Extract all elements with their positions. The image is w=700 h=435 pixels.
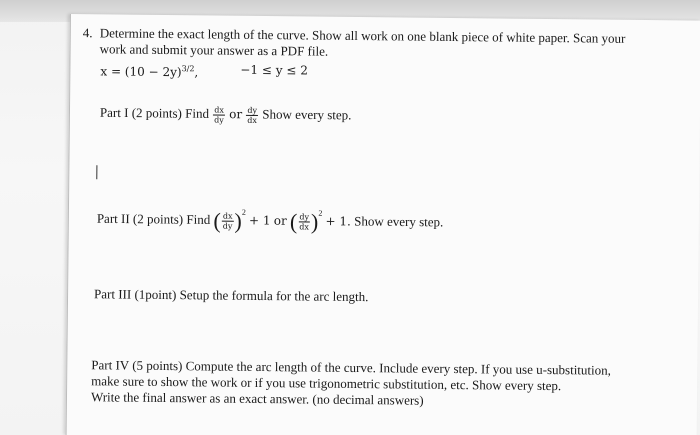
y-range: −1 ≤ y ≤ 2 [240,62,308,78]
problem-instructions-line1: Determine the exact length of the curve. Show all work on one blank piece of white paper. Scan your [99,25,626,46]
frac-denominator: dy [222,221,233,231]
or-word: or [229,107,243,122]
curve-equation [100,61,198,79]
or-word: or [273,213,287,228]
equation-exponent: 3/2 [181,64,195,74]
equation-comma: , [194,65,199,80]
worksheet-page [66,14,700,435]
problem-instructions-line2: work and submit your answer as a PDF file. [99,41,329,59]
frac-numerator: dx [214,105,225,115]
problem-number: 4. [82,25,93,41]
part-four-line2: make sure to show the work or if you use trigonometric substitution, etc. Show every step. [91,373,562,394]
plus-one: + 1 [248,213,271,228]
part-two [96,207,444,235]
part-one-tail: Show every step. [262,106,352,123]
part-one [100,104,352,126]
frac-numerator: dy [299,212,310,222]
dy-dx-fraction [246,106,258,125]
part-two-label: Part II (2 points) Find [96,210,211,227]
part-two-tail: Show every step. [354,213,444,230]
close-paren: ) [234,208,242,234]
frac-numerator: dx [222,211,233,221]
frac-denominator: dx [247,115,258,125]
part-four-line3: Write the final answer as an exact answer. (no decimal answers) [90,389,424,408]
plus-one-period: + 1. [325,214,351,229]
part-three: Part III (1point) Setup the formula for the arc length. [93,286,369,305]
frac-numerator: dy [247,105,258,115]
equation-lhs: x = (10 − 2y) [100,64,182,80]
open-paren: ( [289,208,298,234]
part-four-line1: Part IV (5 points) Compute the arc length of the curve. Include every step. If you use u-substitution, [91,357,612,378]
frac-denominator: dx [299,222,309,232]
dx-dy-fraction [222,212,234,231]
close-paren: ) [310,209,319,235]
frac-denominator: dy [214,115,224,125]
dy-dx-fraction [298,212,310,231]
dx-dy-fraction [213,106,225,125]
square-exponent: 2 [241,207,246,217]
part-one-label: Part I (2 points) Find [99,104,210,121]
open-paren: ( [213,208,221,234]
square-exponent: 2 [318,208,323,218]
text-cursor [96,165,97,179]
